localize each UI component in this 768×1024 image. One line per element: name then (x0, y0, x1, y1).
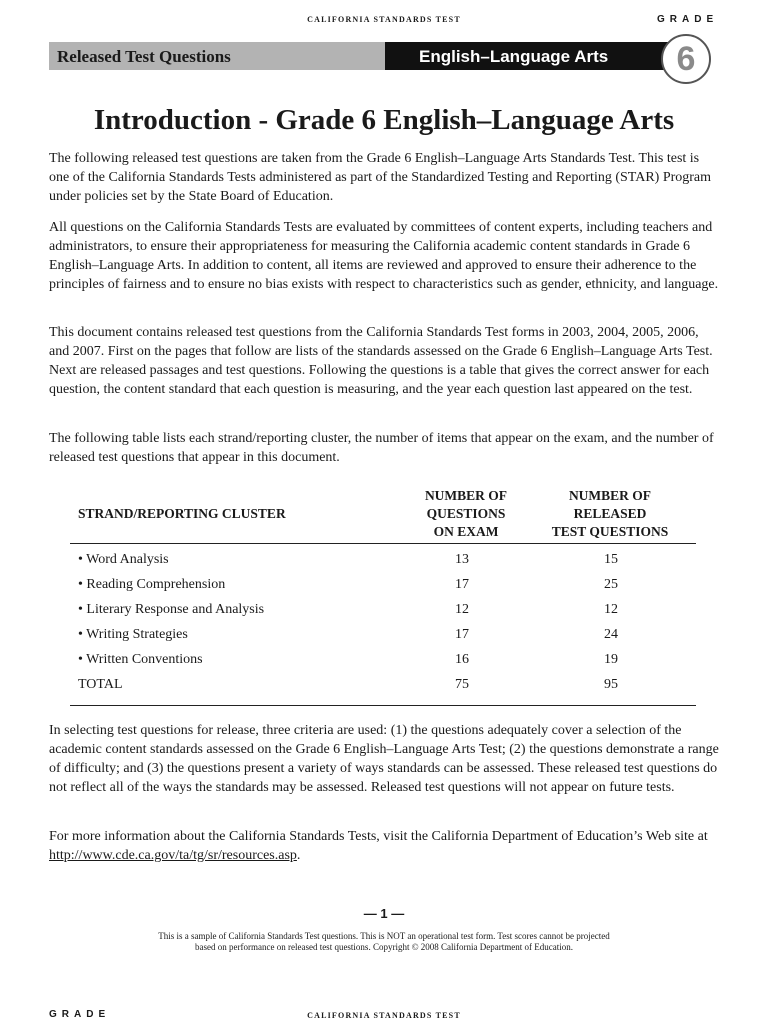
more-info-paragraph: For more information about the California Standards Tests, visit the California Department of Education’s Web site at http://www.cde.ca.gov/ta/tg/sr/resources.asp. (49, 829, 708, 863)
intro-paragraph-3: This document contains released test questions from the California Standards Test forms in 2003, 2004, 2005, 2006, and 2007. First on the pages that follow are lists of the standards assessed on the Grade 6 English–Language Arts Test. Next are released passages and test questions. Following the questions is a table that gives the correct answer for each question, the content standard that each question is measuring, and the year each question last appeared on the test. (49, 325, 713, 397)
table-row-released: 25 (604, 577, 618, 592)
table-row-cluster: • Writing Strategies (78, 627, 188, 642)
released-questions-banner: Released Test Questions (49, 42, 385, 70)
page-number: — 1 — (363, 906, 405, 921)
table-row-cluster: • Literary Response and Analysis (78, 602, 265, 617)
header-exam: NUMBER OF QUESTIONS ON EXAM (424, 488, 508, 539)
table-row-total-label: TOTAL (78, 677, 123, 692)
table-row-exam: 13 (455, 552, 469, 567)
intro-paragraph-4: The following table lists each strand/reporting cluster, the number of items that appear on the exam, and the number of released test questions that appear in this document. (49, 431, 714, 465)
copyright-disclaimer: This is a sample of California Standards Test questions. This is NOT an operational test form. Test scores cannot be projected based on performance on released test questions. Copyright © 2008 California Department of Education. (158, 931, 610, 952)
intro-paragraph-1: The following released test questions are taken from the Grade 6 English–Language Arts Standards Test. This test is one of the California Standards Tests administered as part of the Standardized Testing and Reporting (STAR) Program under policies set by the State Board of Education. (49, 151, 712, 204)
table-row-released: 19 (604, 652, 618, 667)
table-row-exam: 17 (455, 577, 469, 592)
table-row-total-released: 95 (604, 677, 618, 692)
cde-resources-link[interactable]: http://www.cde.ca.gov/ta/tg/sr/resources.asp (49, 848, 297, 863)
table-row-released: 12 (604, 602, 618, 617)
header-released: NUMBER OF RELEASED TEST QUESTIONS (551, 488, 669, 539)
table-row-released: 15 (604, 552, 618, 567)
running-footer-title: CALIFORNIA STANDARDS TEST (307, 1011, 461, 1020)
grade-number-badge: 6 (661, 34, 711, 84)
table-bottom-rule (70, 705, 696, 706)
selection-criteria-paragraph: In selecting test questions for release, three criteria are used: (1) the questions adequately cover a selection of the academic content standards assessed on the Grade 6 English–Language Arts Test; (2) the questions demonstrate a range of difficulty; and (3) the questions present a variety of ways standards can be assessed. These released test questions do not reflect all of the ways the standards may be assessed. Released test questions will not appear on future tests. (49, 723, 719, 795)
table-row-exam: 16 (455, 652, 469, 667)
intro-paragraph-2: All questions on the California Standards Tests are evaluated by committees of content experts, including teachers and administrators, to ensure their appropriateness for measuring the California academic content standards in Grade 6 English–Language Arts. In addition to content, all items are reviewed and approved to ensure their adherence to the principles of fairness and to ensure no bias exists with respect to characteristics such as gender, ethnicity, and language. (49, 220, 719, 292)
grade-label-bottom: GRADE (49, 1009, 111, 1020)
table-row-exam: 12 (455, 602, 469, 617)
table-row-total-exam: 75 (455, 677, 469, 692)
table-row-cluster: • Written Conventions (78, 652, 203, 667)
table-row-released: 24 (604, 627, 618, 642)
subject-banner: English–Language Arts (385, 42, 668, 70)
header-cluster: STRAND/REPORTING CLUSTER (78, 506, 286, 521)
running-header-title: CALIFORNIA STANDARDS TEST (307, 15, 461, 24)
table-top-rule (70, 543, 696, 544)
table-row-cluster: • Reading Comprehension (78, 577, 226, 592)
grade-label-top: GRADE (657, 14, 719, 25)
table-row-cluster: • Word Analysis (78, 552, 169, 567)
table-row-exam: 17 (455, 627, 469, 642)
page-title: Introduction - Grade 6 English–Language Arts (93, 104, 675, 136)
